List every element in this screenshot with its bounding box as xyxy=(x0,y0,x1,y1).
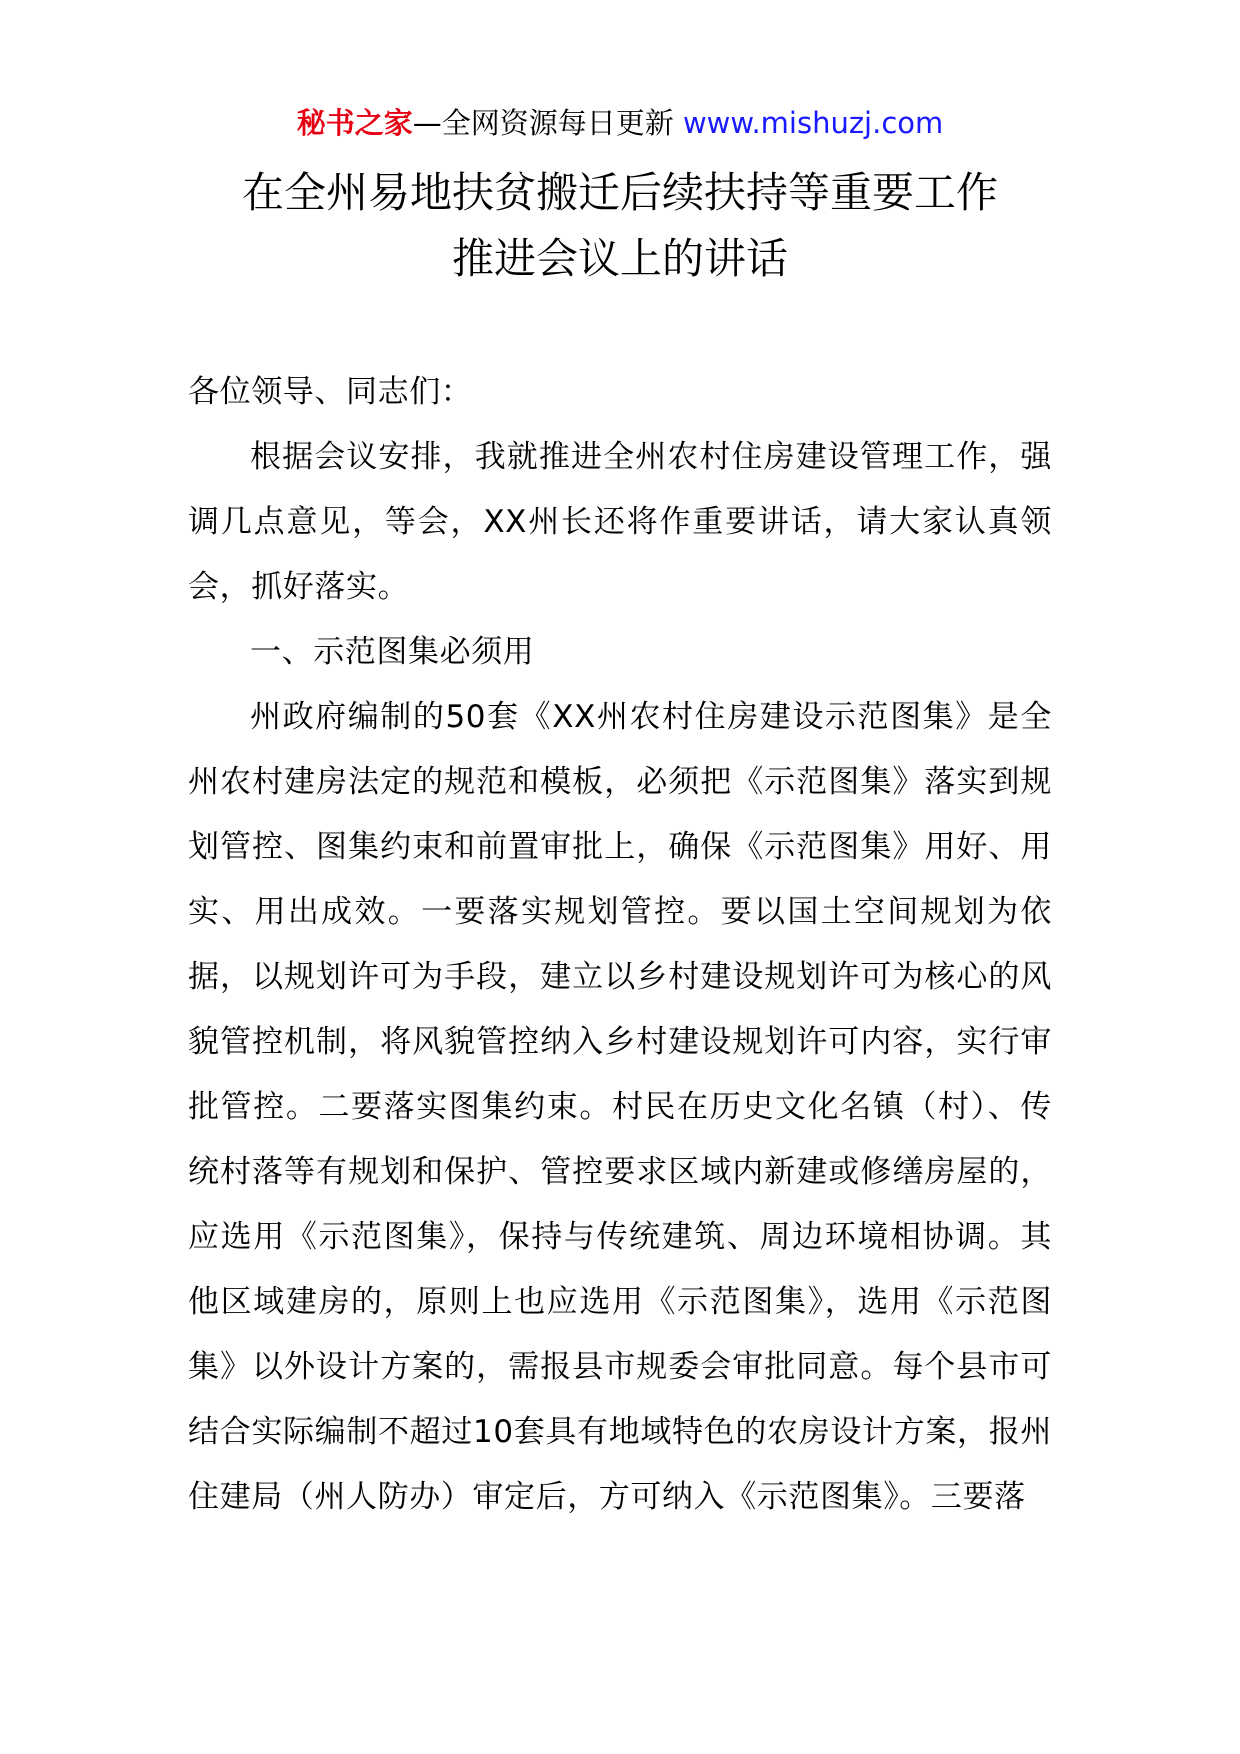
title-line-1: 在全州易地扶贫搬迁后续扶持等重要工作 xyxy=(241,168,998,217)
page-header xyxy=(0,100,1240,146)
paragraph-intro: 根据会议安排，我就推进全州农村住房建设管理工作，强调几点意见，等会，XX州长还将作重要讲话，请大家认真领会，抓好落实。 xyxy=(188,439,1052,605)
title-line-2: 推进会议上的讲话 xyxy=(451,234,788,283)
brand-name: 秘书之家 xyxy=(296,106,413,140)
paragraph-section-1: 州政府编制的50套《XX州农村住房建设示范图集》是全州农村建房法定的规范和模板，必须把《示范图集》落实到规划管控、图集约束和前置审批上，确保《示范图集》用好、用实、用出成效。一要落实规划管控。要以国土空间规划为依据，以规划许可为手段，建立以乡村建设规划许可为核心的风貌管控机制，将风貌管控纳入乡村建设规划许可内容，实行审批管控。二要落实图集约束。村民在历史文化名镇（村）、传统村落等有规划和保护、管控要求区域内新建或修缮房屋的，应选用《示范图集》，保持与传统建筑、周边环境相协调。其他区域建房的，原则上也应选用《示范图集》，选用《示范图集》以外设计方案的，需报县市规委会审批同意。每个县市可结合实际编制不超过10套具有地域特色的农房设计方案，报州住建局（州人防办）审定后，方可纳入《示范图集》。三要落 xyxy=(188,699,1052,1515)
salutation: 各位领导、同志们： xyxy=(188,374,473,410)
section-heading-1: 一、示范图集必须用 xyxy=(250,634,535,670)
header-url-link[interactable]: www.mishuzj.com xyxy=(682,106,944,140)
header-slogan: —全网资源每日更新 xyxy=(412,106,674,140)
document-title xyxy=(0,160,1240,292)
document-body xyxy=(188,360,1052,1530)
